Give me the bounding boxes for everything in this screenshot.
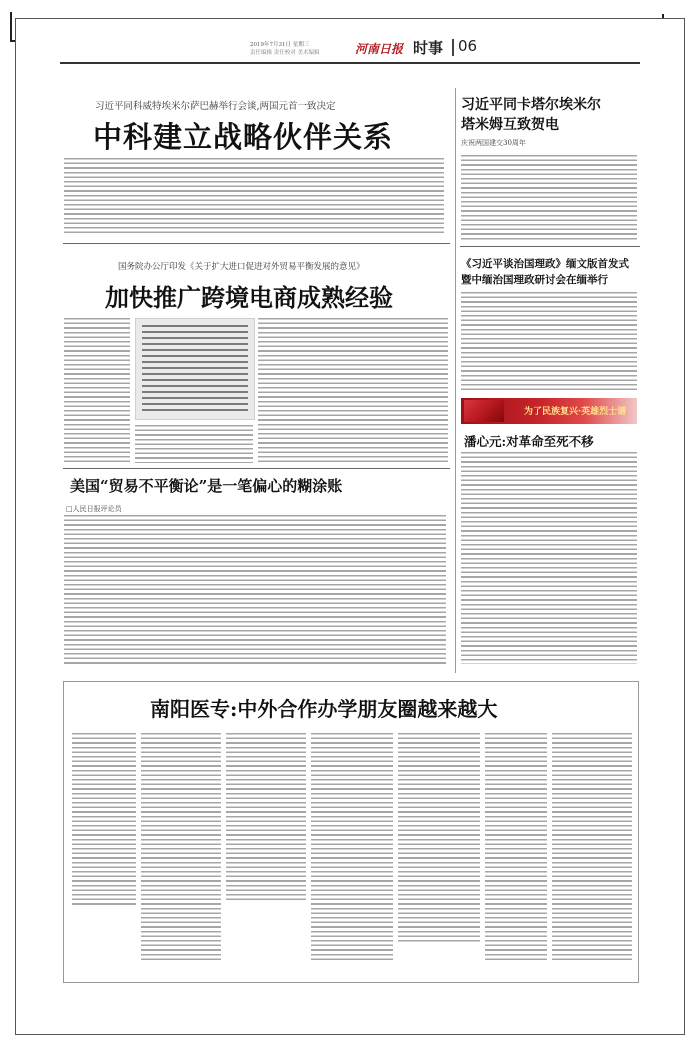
divider xyxy=(63,468,450,469)
crop-mark-top-left-v xyxy=(10,12,12,40)
feature-body-6 xyxy=(485,733,547,963)
ecommerce-headline: 加快推广跨境电商成熟经验 xyxy=(105,283,393,312)
flag-icon xyxy=(464,400,504,422)
trade-article-body xyxy=(64,515,446,665)
divider xyxy=(63,243,450,244)
book-launch-body xyxy=(461,292,637,390)
qatar-headline-line2: 塔米姆互致贺电 xyxy=(461,117,559,133)
feature-headline: 南阳医专:中外合作办学朋友圈越来越大 xyxy=(150,697,498,721)
main-article-headline: 中科建立战略伙伴关系 xyxy=(93,120,394,154)
section-divider xyxy=(452,39,454,56)
trade-article-byline: □人民日报评论员 xyxy=(66,505,122,513)
ecommerce-kicker: 国务院办公厅印发《关于扩大进口促进对外贸易平衡发展的意见》 xyxy=(118,262,365,272)
masthead xyxy=(60,38,640,78)
feature-body-3 xyxy=(226,733,306,903)
hero-article-body xyxy=(461,452,637,664)
editor-credits: 责任编辑 责任校对 美术编辑 xyxy=(250,50,320,56)
newspaper-logo: 河南日报 xyxy=(355,42,404,56)
book-launch-headline-line1: 《习近平谈治国理政》缅文版首发式 xyxy=(461,258,629,270)
qatar-headline-line1: 习近平同卡塔尔埃米尔 xyxy=(461,97,601,113)
feature-body-5 xyxy=(398,733,480,943)
column-divider xyxy=(455,88,456,673)
feature-body-1 xyxy=(72,733,136,908)
trade-article-headline: 美国“贸易不平衡论”是一笔偏心的糊涂账 xyxy=(70,477,343,495)
issue-date: 2019年7月31日 星期三 xyxy=(250,42,310,48)
book-launch-headline-line2: 暨中缅治国理政研讨会在缅举行 xyxy=(461,274,608,286)
qatar-subhead: 庆祝两国建交30周年 xyxy=(461,139,526,147)
ecommerce-body-left xyxy=(64,318,130,463)
feature-body-4 xyxy=(311,733,393,963)
feature-body-2 xyxy=(141,733,221,963)
feature-body-7 xyxy=(552,733,632,963)
main-article-kicker: 习近平同科威特埃米尔萨巴赫举行会谈,两国元首一致决定 xyxy=(95,101,336,112)
ecommerce-body-right xyxy=(258,318,448,463)
hero-article-headline: 潘心元:对革命至死不移 xyxy=(464,434,594,449)
banner-title: 为了民族复兴·英雄烈士谱 xyxy=(524,407,627,417)
main-article-body xyxy=(64,158,444,236)
masthead-rule xyxy=(60,62,640,64)
section-name: 时事 xyxy=(413,39,444,57)
ecommerce-body-mid xyxy=(135,425,253,463)
qatar-body xyxy=(461,155,637,241)
page-number: 06 xyxy=(458,37,478,55)
ecommerce-quote-box xyxy=(135,318,255,420)
divider xyxy=(460,246,640,247)
hero-series-banner xyxy=(461,398,637,424)
